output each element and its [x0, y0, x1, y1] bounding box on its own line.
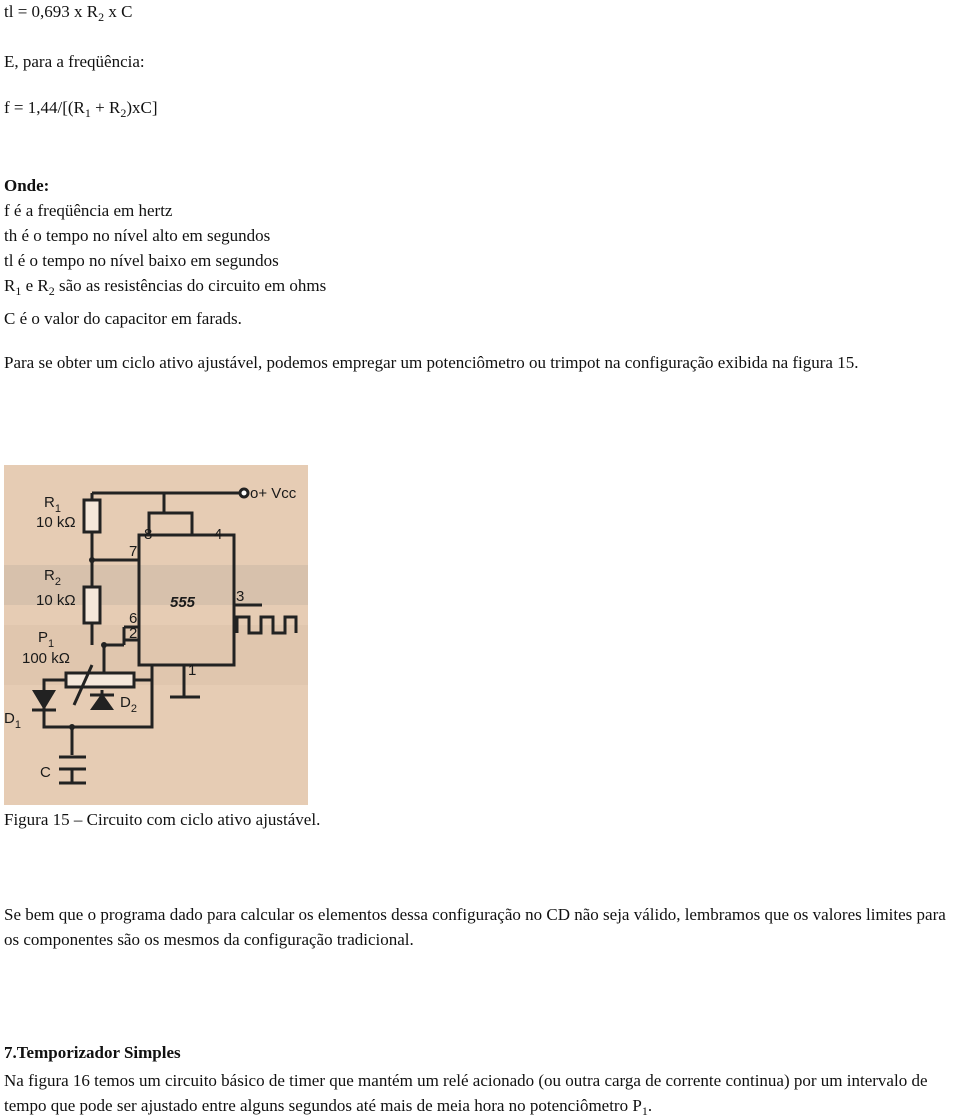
onde-heading: Onde:	[4, 176, 50, 195]
r2-label: $R_2$	[44, 567, 61, 588]
paragraph-figure-intro: Para se obter um ciclo ativo ajustável, podemos empregar um potenciômetro ou trimpot na configuração exibida na figura 15.	[4, 353, 859, 372]
pin-6-label: 6	[129, 610, 138, 627]
d2-label: $D_2$	[120, 694, 137, 715]
d1-label: $D_1$	[4, 710, 21, 731]
circuit-diagram	[4, 465, 308, 805]
p1-label: $P_1$	[38, 629, 55, 650]
section-title: 7.Temporizador Simples	[4, 1043, 181, 1062]
figure-15-circuit	[4, 465, 308, 805]
onde-item: th é o tempo no nível alto em segundos	[4, 226, 271, 245]
r1-label: $R_1$	[44, 494, 61, 515]
onde-item: f é a freqüência em hertz	[4, 201, 173, 220]
onde-item-capacitor: C é o valor do capacitor em farads.	[4, 309, 242, 328]
frequency-intro: E, para a freqüência:	[4, 52, 145, 71]
vcc-label: o+ Vcc	[250, 485, 297, 502]
onde-item-resistances: $R_1$ e $R_2$ são as resistências do circuito em ohms	[4, 276, 327, 298]
paragraph-timer: Na figura 16 temos um circuito básico de timer que mantém um relé acionado (ou outra carga de corrente continua) por um intervalo de tempo que pode ser ajustado entre alguns segundos até mais de meia hora no potenciômetro $P_1$.	[4, 1071, 928, 1118]
onde-item: tl é o tempo no nível baixo em segundos	[4, 251, 279, 270]
ic-label: 555	[170, 594, 196, 611]
pin-8-label: 8	[144, 526, 153, 543]
r1-value: 10 kΩ	[36, 514, 76, 531]
pin-3-label: 3	[236, 588, 245, 605]
r2-value: 10 kΩ	[36, 592, 76, 609]
pin-2-label: 2	[129, 625, 138, 642]
figure-caption: Figura 15 – Circuito com ciclo ativo ajustável.	[4, 810, 321, 829]
paragraph-config-note: Se bem que o programa dado para calcular os elementos dessa configuração no CD não seja válido, lembramos que os valores limites para os componentes são os mesmos da configuração tradicional.	[4, 905, 946, 949]
pin-4-label: 4	[214, 526, 223, 543]
formula-tl: tl = 0,693 x $R_2$ x C	[4, 2, 133, 24]
p1-value: 100 kΩ	[22, 650, 70, 667]
formula-f: $f = 1,44/[(R_1 + R_2)xC]$	[4, 98, 158, 120]
pin-7-label: 7	[129, 543, 138, 560]
pin-1-label: 1	[188, 662, 197, 679]
capacitor-label: C	[40, 764, 51, 781]
